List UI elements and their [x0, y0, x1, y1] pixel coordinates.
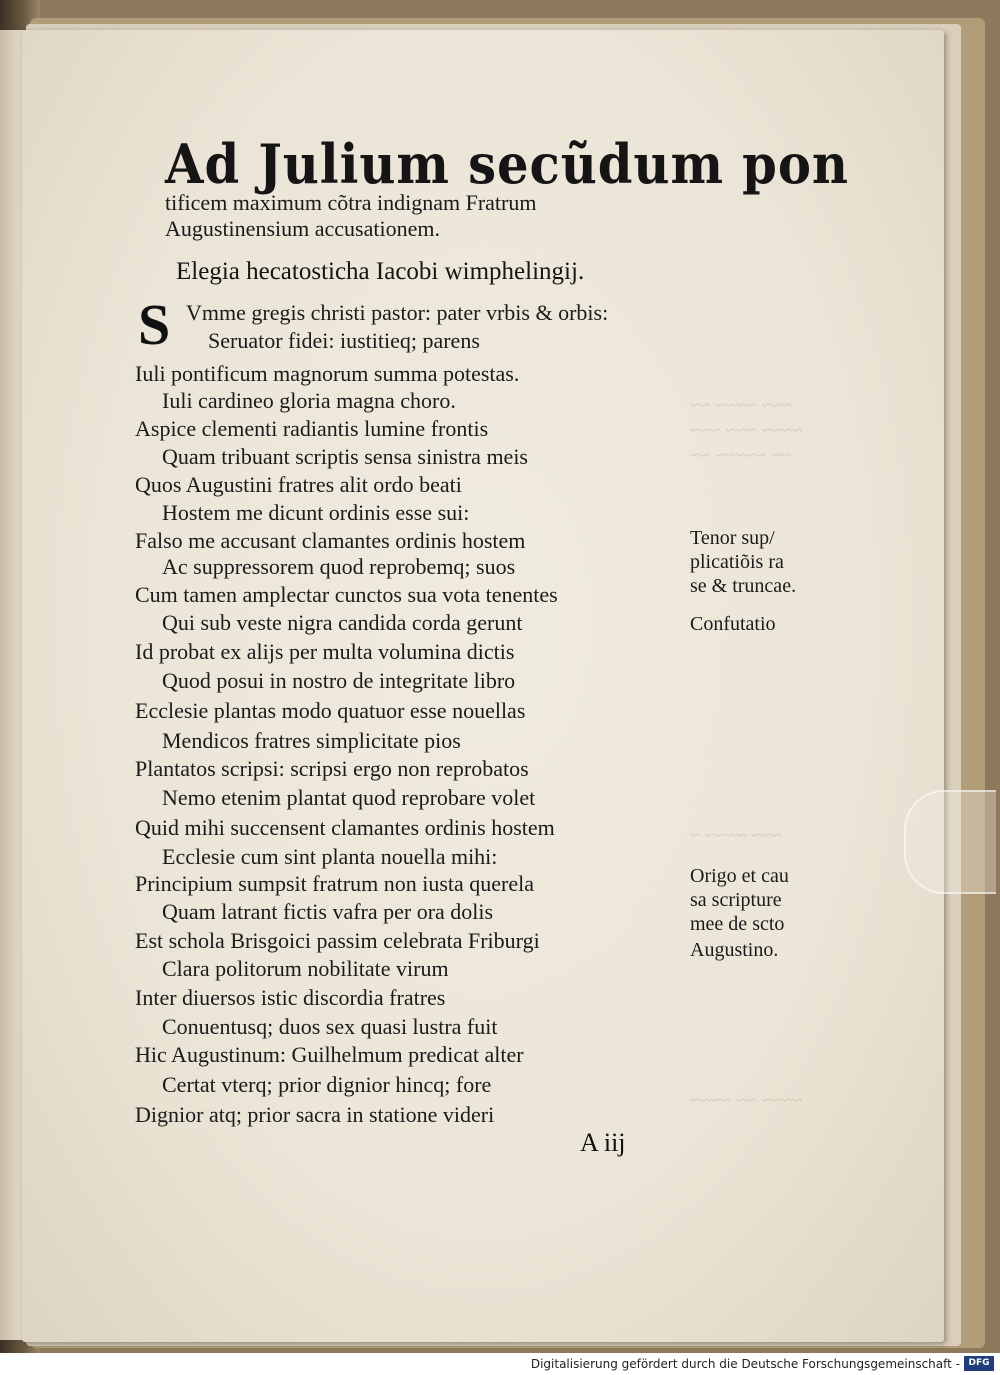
verse-line: Quod posui in nostro de integritate libro [162, 668, 516, 693]
margin-note-line: se & truncae. [690, 575, 797, 597]
decorated-initial: S [138, 292, 171, 357]
verse-line: Hostem me dicunt ordinis esse sui: [162, 500, 470, 525]
verse-line: Nemo etenim plantat quod reprobare volet [162, 785, 536, 810]
verse-line: Inter diuersos istic discordia fratres [135, 985, 446, 1010]
show-through-ink: ~~~ ~~~~ ~ [690, 825, 782, 846]
page-title: Ad Julium secũdum pon [165, 132, 849, 196]
verse-line: Seruator fidei: iustitieq; parens [208, 328, 480, 353]
verse-line: Hic Augustinum: Guilhelmum predicat alter [135, 1042, 524, 1067]
verse-line: Id probat ex alijs per multa volumina dictis [135, 639, 515, 664]
show-through-ink: ~~ ~~~~~ ~~ [690, 445, 793, 466]
show-through-ink: ~~~~ ~~ ~~~~ [690, 1090, 803, 1111]
verse-line: Vmme gregis christi pastor: pater vrbis & orbis: [186, 300, 609, 325]
title-line-3: Augustinensium accusationem. [165, 216, 440, 241]
margin-note-line: plicatiõis ra [690, 551, 784, 573]
page-clip [904, 790, 996, 894]
verse-line: Falso me accusant clamantes ordinis hostem [135, 528, 526, 553]
verse-line: Cum tamen amplectar cunctos sua vota tenentes [135, 582, 558, 607]
show-through-ink: ~~~ ~~~~ ~~ [690, 395, 793, 416]
signature-mark: A iij [580, 1128, 626, 1157]
verse-line: Plantatos scripsi: scripsi ergo non reprobatos [135, 756, 529, 781]
verse-line: Qui sub veste nigra candida corda gerunt [162, 610, 523, 635]
verse-line: Certat vterq; prior dignior hincq; fore [162, 1072, 492, 1097]
facing-page-fragment [0, 30, 24, 1340]
margin-note-line: Augustino. [690, 939, 779, 961]
margin-note-line: Tenor sup/ [690, 527, 775, 549]
verse-line: Quam tribuant scriptis sensa sinistra meis [162, 444, 528, 469]
section-heading: Elegia hecatosticha Iacobi wimphelingij. [176, 258, 585, 285]
verse-line: Dignior atq; prior sacra in statione videri [135, 1102, 495, 1127]
margin-note-line: sa scripture [690, 889, 782, 911]
verse-line: Ac suppressorem quod reprobemq; suos [162, 554, 516, 579]
margin-note-line: mee de scto [690, 913, 785, 935]
verse-line: Iuli cardineo gloria magna choro. [162, 388, 456, 413]
margin-note-line: Origo et cau [690, 865, 789, 887]
verse-line: Aspice clementi radiantis lumine frontis [135, 416, 489, 441]
footer-credit: Digitalisierung gefördert durch die Deutsche Forschungsgemeinschaft - [530, 1357, 960, 1371]
verse-line: Quos Augustini fratres alit ordo beati [135, 472, 462, 497]
verse-line: Iuli pontificum magnorum summa potestas. [135, 361, 520, 386]
verse-line: Principium sumpsit fratrum non iusta querela [135, 871, 534, 896]
show-through-ink: ~~~~ ~~~ ~~~ [690, 420, 803, 441]
dfg-logo: DFG [964, 1356, 994, 1371]
footer-bar [0, 1353, 1000, 1375]
verse-line: Ecclesie plantas modo quatuor esse nouellas [135, 698, 526, 723]
verse-line: Quid mihi succensent clamantes ordinis hostem [135, 815, 555, 840]
margin-note-line: Confutatio [690, 613, 776, 635]
verse-line: Est schola Brisgoici passim celebrata Friburgi [135, 928, 540, 953]
title-line-2: tificem maximum cõtra indignam Fratrum [165, 190, 537, 215]
verse-line: Mendicos fratres simplicitate pios [162, 728, 461, 753]
verse-line: Conuentusq; duos sex quasi lustra fuit [162, 1014, 498, 1039]
verse-line: Clara politorum nobilitate virum [162, 956, 449, 981]
verse-line: Quam latrant fictis vafra per ora dolis [162, 899, 494, 924]
verse-line: Ecclesie cum sint planta nouella mihi: [162, 844, 498, 869]
